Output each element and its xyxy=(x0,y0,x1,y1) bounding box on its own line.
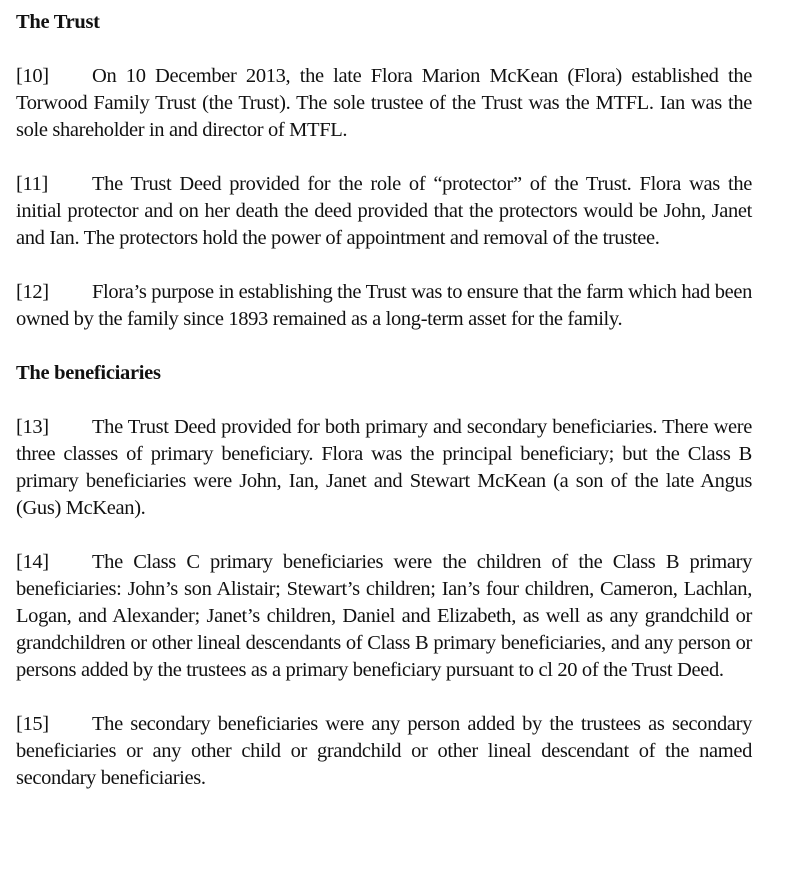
paragraph-text: The Class C primary beneficiaries were the children of the Class B primary beneficiaries: John’s son Alistair; Stewart’s children; Ian’s four children, Cameron, Lachlan, Logan, and Alexander; Janet’s children, Daniel and Elizabeth, as well as any grandchild or grandchildren or other lineal descendants of Class B primary beneficiaries, and any person or persons added by the trustees as a primary beneficiary pursuant to cl 20 of the Trust Deed. xyxy=(16,551,752,681)
paragraph-number: [14] xyxy=(16,551,49,573)
paragraph-13 xyxy=(16,414,752,522)
section-heading-the-beneficiaries: The beneficiaries xyxy=(16,362,161,384)
paragraph-number: [15] xyxy=(16,713,49,735)
paragraph-11 xyxy=(16,171,752,252)
paragraph-text: The secondary beneficiaries were any person added by the trustees as secondary beneficiaries or any other child or grandchild or other lineal descendant of the named secondary beneficiaries. xyxy=(16,713,752,789)
paragraph-15 xyxy=(16,711,752,792)
paragraph-number: [10] xyxy=(16,65,49,87)
paragraph-number: [11] xyxy=(16,173,48,195)
section-heading-the-trust: The Trust xyxy=(16,11,100,33)
paragraph-text: On 10 December 2013, the late Flora Marion McKean (Flora) established the Torwood Family Trust (the Trust). The sole trustee of the Trust was the MTFL. Ian was the sole shareholder in and director of MTFL. xyxy=(16,65,752,141)
paragraph-number: [12] xyxy=(16,281,49,303)
paragraph-12 xyxy=(16,279,752,333)
paragraph-14 xyxy=(16,549,752,684)
paragraph-text: Flora’s purpose in establishing the Trust was to ensure that the farm which had been owned by the family since 1893 remained as a long-term asset for the family. xyxy=(16,281,752,330)
paragraph-text: The Trust Deed provided for both primary and secondary beneficiaries. There were three classes of primary beneficiary. Flora was the principal beneficiary; but the Class B primary beneficiaries were John, Ian, Janet and Stewart McKean (a son of the late Angus (Gus) McKean). xyxy=(16,416,752,519)
paragraph-10 xyxy=(16,63,752,144)
paragraph-number: [13] xyxy=(16,416,49,438)
paragraph-text: The Trust Deed provided for the role of “protector” of the Trust. Flora was the initial protector and on her death the deed provided that the protectors would be John, Janet and Ian. The protectors hold the power of appointment and removal of the trustee. xyxy=(16,173,752,249)
